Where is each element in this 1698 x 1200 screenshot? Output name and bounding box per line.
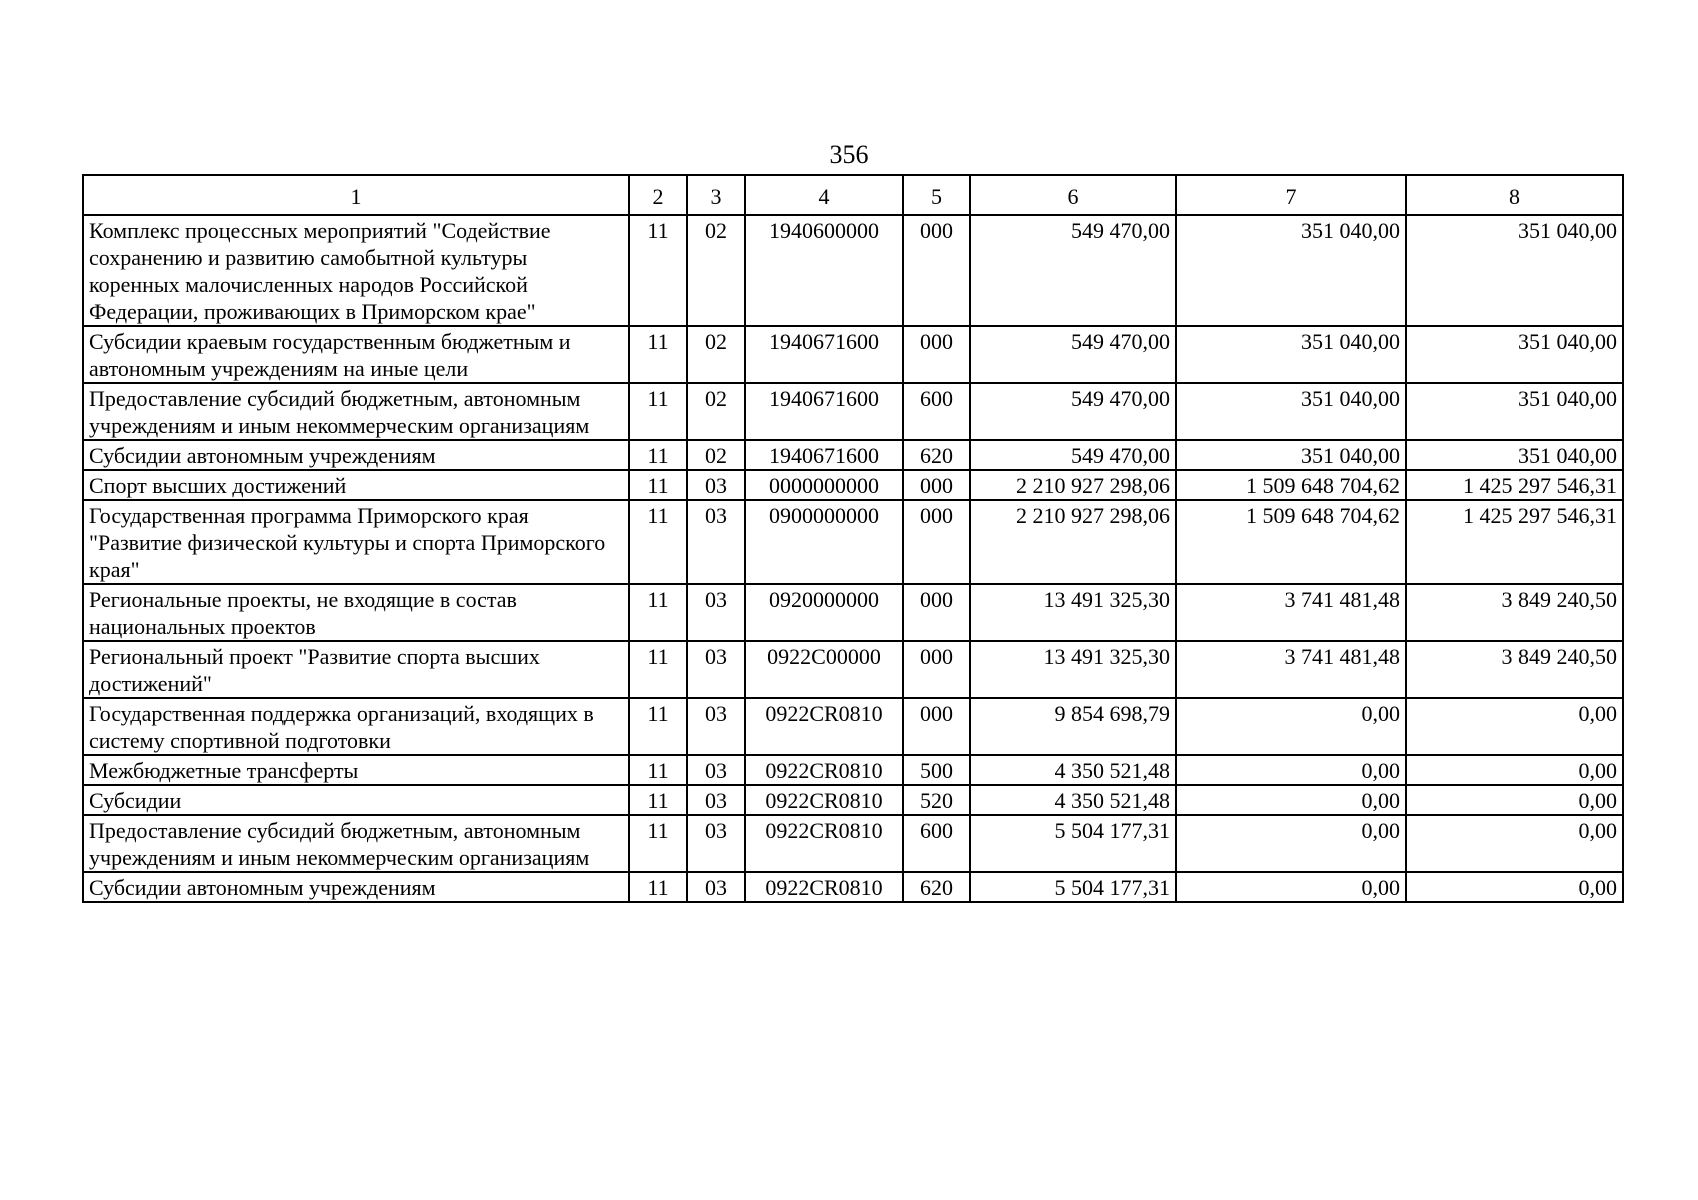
row-col-3: 03: [687, 755, 745, 785]
row-name: Предоставление субсидий бюджетным, автономным учреждениям и иным некоммерческим организациям: [83, 383, 629, 440]
row-col-7: 0,00: [1176, 872, 1406, 902]
page-number: 356: [829, 140, 869, 169]
table-row: [83, 383, 1623, 440]
row-col-3: 03: [687, 872, 745, 902]
row-col-4: 1940600000: [745, 215, 903, 326]
row-col-7: 3 741 481,48: [1176, 641, 1406, 698]
row-name: Межбюджетные трансферты: [83, 755, 629, 785]
row-name: Комплекс процессных мероприятий "Содействие сохранению и развитию самобытной культуры коренных малочисленных народов Российской Федерации, проживающих в Приморском крае": [83, 215, 629, 326]
row-col-7: 351 040,00: [1176, 383, 1406, 440]
row-col-8: 0,00: [1406, 815, 1623, 872]
row-col-4: 0922CR0810: [745, 872, 903, 902]
header-col-2: 2: [629, 175, 687, 215]
row-col-8: 0,00: [1406, 785, 1623, 815]
row-col-2: 11: [629, 584, 687, 641]
row-col-6: 5 504 177,31: [970, 872, 1176, 902]
row-col-3: 03: [687, 500, 745, 584]
row-col-5: 000: [903, 500, 970, 584]
row-col-5: 000: [903, 641, 970, 698]
table-row: [83, 215, 1623, 326]
row-col-8: 0,00: [1406, 872, 1623, 902]
table-row: [83, 872, 1623, 902]
table-row: [83, 698, 1623, 755]
row-col-8: 1 425 297 546,31: [1406, 500, 1623, 584]
row-col-5: 000: [903, 698, 970, 755]
row-col-7: 0,00: [1176, 815, 1406, 872]
header-row: [83, 175, 1623, 215]
row-col-7: 351 040,00: [1176, 440, 1406, 470]
row-col-2: 11: [629, 500, 687, 584]
row-col-4: 0920000000: [745, 584, 903, 641]
row-col-4: 0922CR0810: [745, 815, 903, 872]
row-col-7: 0,00: [1176, 755, 1406, 785]
row-col-2: 11: [629, 470, 687, 500]
row-col-4: 0922CR0810: [745, 755, 903, 785]
row-col-3: 03: [687, 584, 745, 641]
row-col-8: 0,00: [1406, 755, 1623, 785]
row-name: Предоставление субсидий бюджетным, автономным учреждениям и иным некоммерческим организациям: [83, 815, 629, 872]
header-col-4: 4: [745, 175, 903, 215]
row-col-8: 3 849 240,50: [1406, 641, 1623, 698]
row-col-3: 02: [687, 383, 745, 440]
row-name: Региональный проект "Развитие спорта высших достижений": [83, 641, 629, 698]
row-col-7: 1 509 648 704,62: [1176, 470, 1406, 500]
row-col-6: 549 470,00: [970, 215, 1176, 326]
row-col-2: 11: [629, 215, 687, 326]
row-name: Субсидии автономным учреждениям: [83, 440, 629, 470]
row-name: Спорт высших достижений: [83, 470, 629, 500]
budget-table: [82, 174, 1624, 903]
table-row: [83, 440, 1623, 470]
row-col-6: 9 854 698,79: [970, 698, 1176, 755]
row-col-8: 1 425 297 546,31: [1406, 470, 1623, 500]
row-col-8: 351 040,00: [1406, 440, 1623, 470]
row-col-5: 620: [903, 872, 970, 902]
row-col-7: 351 040,00: [1176, 215, 1406, 326]
row-col-6: 2 210 927 298,06: [970, 500, 1176, 584]
row-col-4: 1940671600: [745, 326, 903, 383]
row-col-5: 000: [903, 470, 970, 500]
row-col-6: 549 470,00: [970, 326, 1176, 383]
row-col-6: 549 470,00: [970, 440, 1176, 470]
row-col-4: 1940671600: [745, 383, 903, 440]
row-col-6: 4 350 521,48: [970, 755, 1176, 785]
row-col-3: 03: [687, 698, 745, 755]
row-col-6: 5 504 177,31: [970, 815, 1176, 872]
header-col-7: 7: [1176, 175, 1406, 215]
row-col-8: 351 040,00: [1406, 215, 1623, 326]
row-col-8: 3 849 240,50: [1406, 584, 1623, 641]
row-col-4: 0900000000: [745, 500, 903, 584]
row-col-2: 11: [629, 755, 687, 785]
row-col-3: 03: [687, 470, 745, 500]
table-row: [83, 500, 1623, 584]
row-col-6: 4 350 521,48: [970, 785, 1176, 815]
row-name: Государственная поддержка организаций, входящих в систему спортивной подготовки: [83, 698, 629, 755]
row-col-6: 13 491 325,30: [970, 641, 1176, 698]
row-col-2: 11: [629, 698, 687, 755]
row-col-3: 02: [687, 215, 745, 326]
row-name: Субсидии: [83, 785, 629, 815]
table-row: [83, 785, 1623, 815]
table-row: [83, 326, 1623, 383]
row-col-2: 11: [629, 326, 687, 383]
table-row: [83, 755, 1623, 785]
row-col-5: 000: [903, 215, 970, 326]
row-col-2: 11: [629, 440, 687, 470]
row-name: Субсидии краевым государственным бюджетным и автономным учреждениям на иные цели: [83, 326, 629, 383]
row-col-2: 11: [629, 641, 687, 698]
row-col-6: 2 210 927 298,06: [970, 470, 1176, 500]
header-col-5: 5: [903, 175, 970, 215]
row-col-6: 13 491 325,30: [970, 584, 1176, 641]
row-col-4: 1940671600: [745, 440, 903, 470]
row-col-6: 549 470,00: [970, 383, 1176, 440]
row-col-8: 351 040,00: [1406, 383, 1623, 440]
row-col-5: 600: [903, 815, 970, 872]
row-col-3: 03: [687, 785, 745, 815]
row-col-3: 03: [687, 815, 745, 872]
row-col-7: 0,00: [1176, 698, 1406, 755]
header-col-1: 1: [83, 175, 629, 215]
table-row: [83, 641, 1623, 698]
row-col-4: 0000000000: [745, 470, 903, 500]
row-col-5: 600: [903, 383, 970, 440]
row-col-5: 520: [903, 785, 970, 815]
table-row: [83, 584, 1623, 641]
row-col-5: 000: [903, 326, 970, 383]
row-col-2: 11: [629, 785, 687, 815]
row-col-2: 11: [629, 383, 687, 440]
row-col-8: 0,00: [1406, 698, 1623, 755]
row-col-5: 620: [903, 440, 970, 470]
row-col-4: 0922CR0810: [745, 785, 903, 815]
row-col-4: 0922C00000: [745, 641, 903, 698]
table-row: [83, 815, 1623, 872]
row-col-7: 1 509 648 704,62: [1176, 500, 1406, 584]
row-name: Государственная программа Приморского края "Развитие физической культуры и спорта Приморского края": [83, 500, 629, 584]
row-col-4: 0922CR0810: [745, 698, 903, 755]
row-col-7: 3 741 481,48: [1176, 584, 1406, 641]
row-col-7: 0,00: [1176, 785, 1406, 815]
header-col-3: 3: [687, 175, 745, 215]
row-col-3: 02: [687, 440, 745, 470]
row-name: Субсидии автономным учреждениям: [83, 872, 629, 902]
header-col-6: 6: [970, 175, 1176, 215]
row-col-2: 11: [629, 815, 687, 872]
row-col-5: 000: [903, 584, 970, 641]
header-col-8: 8: [1406, 175, 1623, 215]
row-col-7: 351 040,00: [1176, 326, 1406, 383]
row-name: Региональные проекты, не входящие в состав национальных проектов: [83, 584, 629, 641]
table-row: [83, 470, 1623, 500]
row-col-8: 351 040,00: [1406, 326, 1623, 383]
row-col-3: 02: [687, 326, 745, 383]
row-col-5: 500: [903, 755, 970, 785]
row-col-3: 03: [687, 641, 745, 698]
row-col-2: 11: [629, 872, 687, 902]
